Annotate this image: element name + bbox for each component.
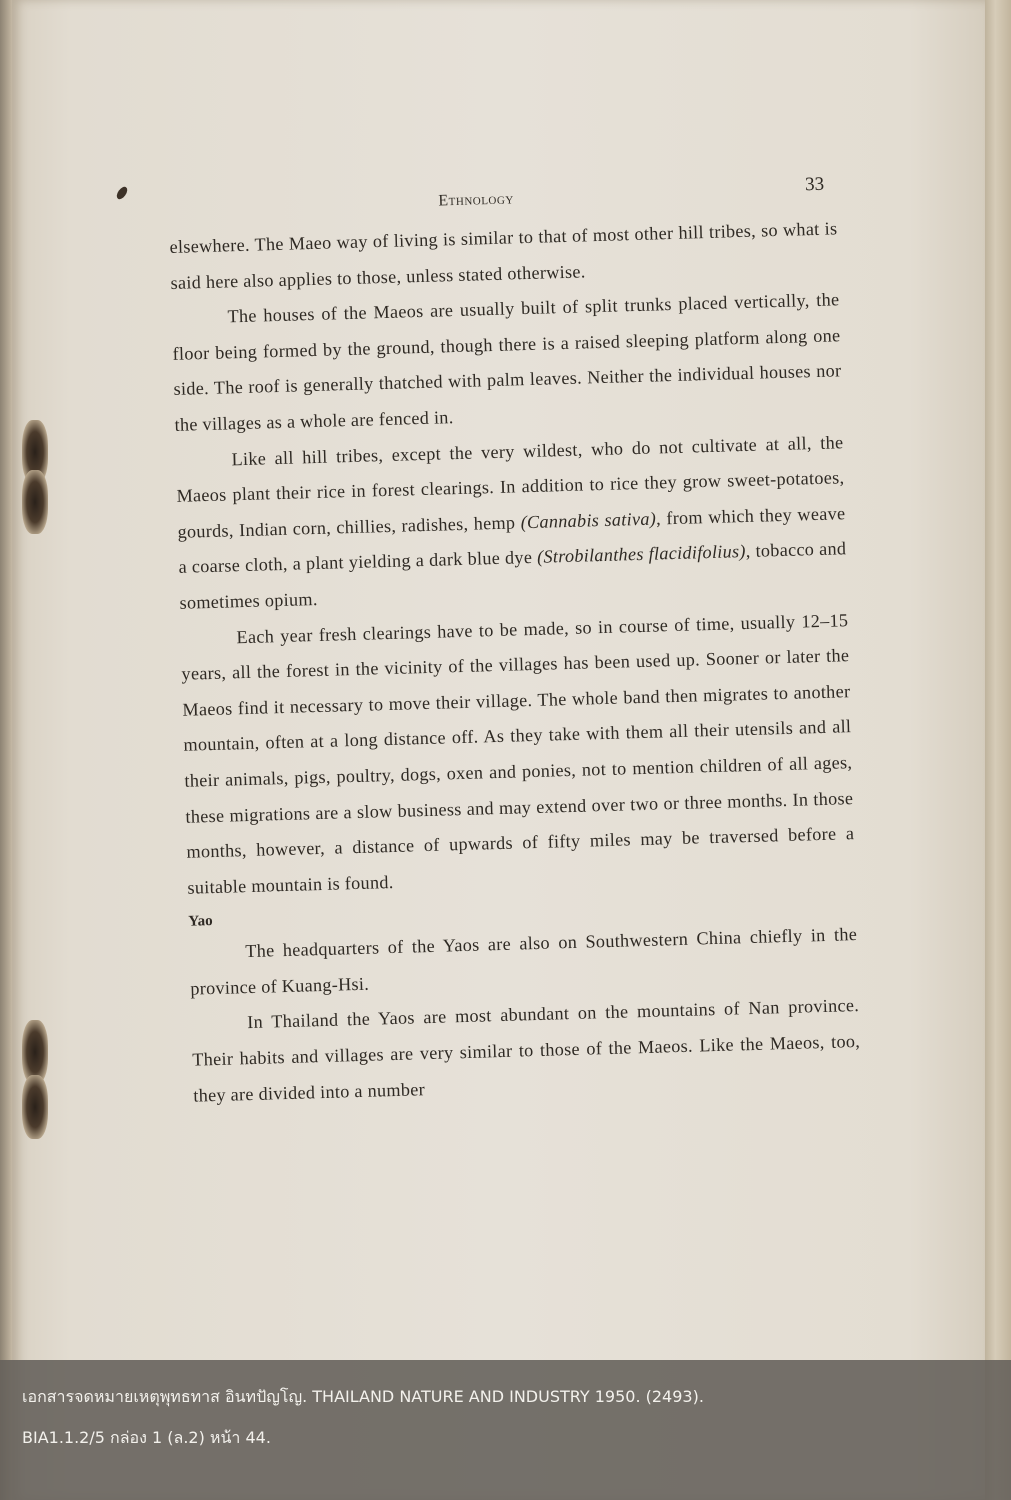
caption-source-line: เอกสารจดหมายเหตุพุทธทาส อินทปัญโญ. THAILAND NATURE AND INDUSTRY 1950. (2493). <box>22 1387 704 1406</box>
page-stack-edge <box>985 0 1011 1500</box>
archive-caption-bar <box>0 1360 1011 1500</box>
caption-reference-line: BIA1.1.2/5 กล่อง 1 (ล.2) หน้า 44. <box>22 1428 271 1447</box>
paragraph-3-part-e: , tobacco and sometimes opium. <box>179 538 847 613</box>
cannabis-species-name: (Cannabis sativa) <box>520 508 657 533</box>
page-text-block <box>168 171 862 1114</box>
running-head: Ethnology <box>438 190 514 210</box>
page-number: 33 <box>804 173 825 196</box>
paragraph-3 <box>175 425 848 622</box>
paragraph-3-part-a: Like all hill tribes, except the very wildest, who do not cultivate at all, the Maeos plant their rice in forest clearings. In addition to rice they grow sweet-potatoes, gourds, Indian corn, chillies, radishes, hemp <box>176 431 845 542</box>
paragraph-6: In Thailand the Yaos are most abundant on the mountains of Nan province. Their habits and villages are very similar to those of the Maeos. Like the Maeos, too, they are divided into a number <box>192 995 861 1106</box>
paragraph-4: Each year fresh clearings have to be made, so in course of time, usually 12–15 years, all the forest in the vicinity of the villages has been used up. Sooner or later the Maeos find it necessary to move their village. The whole band then migrates to another mountain, often at a long distance off. As they take with them all their utensils and all their animals, pigs, poultry, dogs, oxen and ponies, not to mention children of all ages, these migrations are a slow business and may extend over two or three months. In those months, however, a distance of upwards of fifty miles may be traversed before a suitable mountain is found. <box>181 609 855 898</box>
paragraph-3-part-c: , from which they weave a coarse cloth, a plant yielding a dark blue dye <box>178 502 846 578</box>
paragraph-1: elsewhere. The Maeo way of living is similar to that of most other hill tribes, so what is said here also applies to those, unless stated otherwise. <box>169 218 838 293</box>
paragraph-2: The houses of the Maeos are usually built of split trunks placed vertically, the floor being formed by the ground, though there is a raised sleeping platform along one side. The roof is generally thatched with palm leaves. Neither the individual houses nor the villages as a whole are fenced in. <box>172 289 842 435</box>
paragraph-5: The headquarters of the Yaos are also on Southwestern China chiefly in the province of Kuang-Hsi. <box>190 924 858 999</box>
strobilanthes-species-name: (Strobilanthes flacidifolius) <box>536 541 747 568</box>
binding-hole-lower-2 <box>22 1075 48 1139</box>
binding-hole-upper-2 <box>22 470 48 534</box>
section-heading-yao: Yao <box>188 913 213 930</box>
